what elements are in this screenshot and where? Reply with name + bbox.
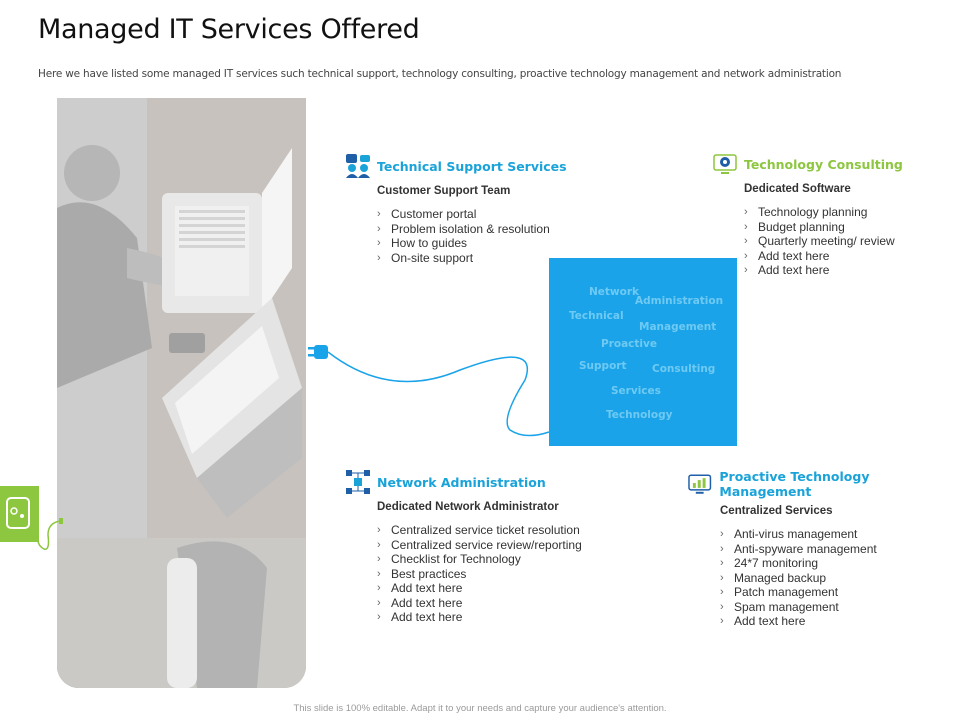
- cloud-word: Network: [589, 286, 640, 298]
- list-item: › Best practices: [377, 567, 582, 582]
- service-subtitle: Dedicated Network Administrator: [377, 501, 559, 513]
- office-photo: [57, 98, 306, 688]
- cloud-word: Technical: [569, 310, 624, 322]
- word-cloud-box: [549, 258, 737, 446]
- list-item: › Anti-virus management: [720, 527, 960, 542]
- list-item: › Centralized service review/reporting: [377, 538, 582, 553]
- cloud-word: Proactive: [601, 338, 657, 350]
- list-item: › On-site support: [377, 251, 567, 266]
- monitor-chart-icon: [688, 471, 713, 497]
- cloud-word: Management: [639, 321, 717, 333]
- cloud-word: Administration: [635, 295, 724, 307]
- service-title: Proactive Technology Management: [719, 469, 870, 499]
- list-item: › Add text here: [744, 249, 903, 264]
- list-item: › Quarterly meeting/ review: [744, 234, 903, 249]
- list-item: › Add text here: [377, 610, 582, 625]
- list-item: › Add text here: [377, 581, 582, 596]
- gear-monitor-icon: [712, 151, 738, 177]
- network-icon: [345, 469, 371, 495]
- list-item: › 24*7 monitoring: [720, 556, 960, 571]
- service-subtitle: Dedicated Software: [744, 183, 851, 195]
- service-list: [377, 523, 582, 625]
- footer-note: This slide is 100% editable. Adapt it to your needs and capture your audience's attention.: [293, 703, 667, 714]
- cloud-word: Consulting: [652, 363, 716, 375]
- cloud-word: Support: [579, 360, 627, 372]
- service-list: [744, 205, 903, 278]
- side-cable: [34, 505, 74, 555]
- service-title: Technical Support Services: [377, 158, 567, 174]
- service-proactive-management: [688, 469, 960, 629]
- support-team-icon: [345, 153, 371, 179]
- plug-cable: [300, 330, 560, 440]
- list-item: › Problem isolation & resolution: [377, 222, 567, 237]
- service-title: Network Administration: [377, 474, 546, 490]
- list-item: › Managed backup: [720, 571, 960, 586]
- list-item: › Patch management: [720, 585, 960, 600]
- list-item: › How to guides: [377, 236, 567, 251]
- list-item: › Technology planning: [744, 205, 903, 220]
- cloud-word: Technology: [606, 409, 673, 421]
- service-subtitle: Centralized Services: [720, 505, 833, 517]
- list-item: › Budget planning: [744, 220, 903, 235]
- service-list: [377, 207, 567, 265]
- service-subtitle: Customer Support Team: [377, 185, 511, 197]
- list-item: › Checklist for Technology: [377, 552, 582, 567]
- service-network-administration: [345, 469, 582, 625]
- service-title: Technology Consulting: [744, 156, 903, 172]
- list-item: › Add text here: [720, 614, 960, 629]
- page-subtitle: Here we have listed some managed IT services such technical support, technology consulting, proactive technology management and network administration: [38, 68, 842, 80]
- service-technology-consulting: [712, 151, 903, 278]
- list-item: › Customer portal: [377, 207, 567, 222]
- list-item: › Add text here: [377, 596, 582, 611]
- service-list: [720, 527, 960, 629]
- cloud-word: Services: [611, 385, 661, 397]
- list-item: › Anti-spyware management: [720, 542, 960, 557]
- service-technical-support: [345, 153, 567, 265]
- list-item: › Add text here: [744, 263, 903, 278]
- list-item: › Spam management: [720, 600, 960, 615]
- list-item: › Centralized service ticket resolution: [377, 523, 582, 538]
- page-title: Managed IT Services Offered: [38, 14, 420, 45]
